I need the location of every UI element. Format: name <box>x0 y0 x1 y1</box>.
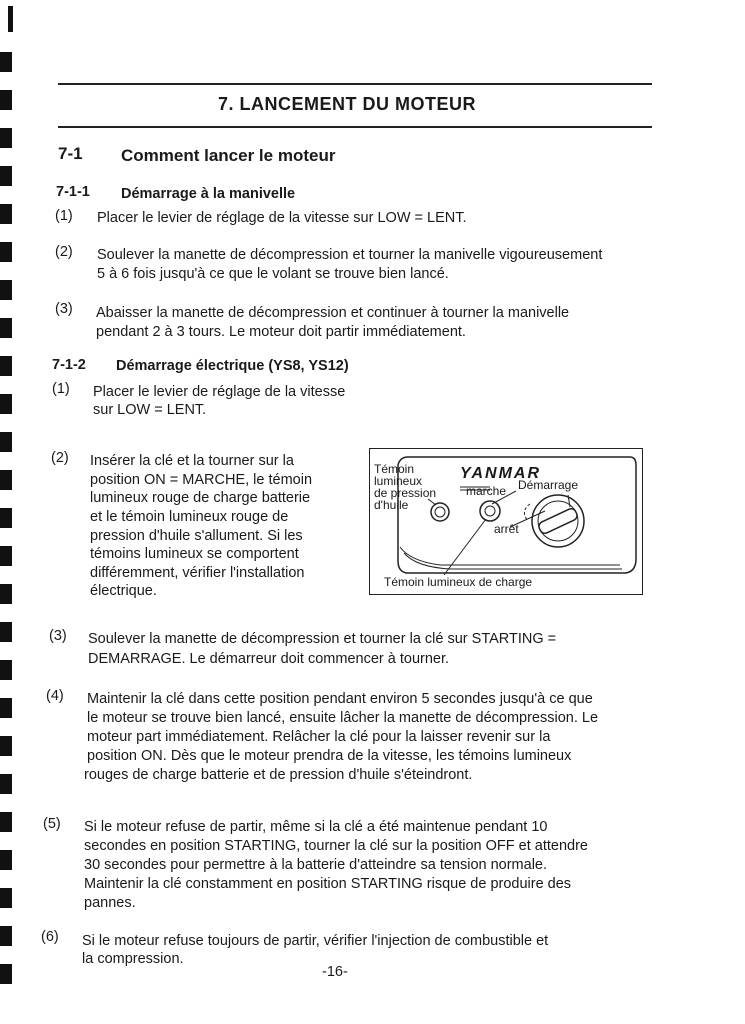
manual-start-title: Démarrage à la manivelle <box>121 186 296 202</box>
label-temoin-pression-line: Témoin <box>374 462 415 476</box>
binding-hole <box>0 52 12 72</box>
step-text-line: différemment, vérifier l'installation <box>90 565 305 581</box>
step-text-line: pannes. <box>84 895 136 911</box>
binding-hole <box>0 90 12 110</box>
binding-hole <box>0 888 12 908</box>
step-text-line: Placer le levier de réglage de la vitesse <box>93 384 346 400</box>
step-text-line: la compression. <box>82 951 184 967</box>
step-text-line: Maintenir la clé dans cette position pendant environ 5 secondes jusqu'à ce que <box>87 691 593 707</box>
binding-hole <box>0 242 12 262</box>
step-text-line: Maintenir la clé constamment en position STARTING risque de produire des <box>84 876 572 892</box>
binding-hole <box>0 964 12 984</box>
binding-hole <box>0 470 12 490</box>
step-number: (1) <box>52 381 70 397</box>
binding-holes <box>0 0 14 1024</box>
step-text-line: lumineux rouge de charge batterie <box>90 490 311 506</box>
binding-hole <box>0 622 12 642</box>
step-text-line: Abaisser la manette de décompression et continuer à tourner la manivelle <box>96 305 570 321</box>
step-text-line: pression d'huile s'allument. Si les <box>90 528 303 544</box>
label-demarrage: Démarrage <box>518 478 579 492</box>
header-rule-top <box>58 83 652 85</box>
binding-hole <box>0 318 12 338</box>
binding-hole <box>0 128 12 148</box>
binding-hole <box>0 926 12 946</box>
step-number: (3) <box>49 628 67 644</box>
control-panel-diagram <box>369 448 643 595</box>
section-title: 7. LANCEMENT DU MOTEUR <box>218 94 476 114</box>
step-text-line: moteur part immédiatement. Relâcher la clé pour la laisser revenir sur la <box>87 729 551 745</box>
step-text-line: et le témoin lumineux rouge de <box>90 509 289 525</box>
label-temoin-charge: Témoin lumineux de charge <box>384 575 533 589</box>
step-text-line: position ON = MARCHE, le témoin <box>90 472 313 488</box>
binding-hole <box>0 660 12 680</box>
binding-hole <box>0 508 12 528</box>
binding-hole <box>0 280 12 300</box>
binding-hole <box>0 736 12 756</box>
step-number: (2) <box>55 244 73 260</box>
brand-logo: YANMAR <box>460 465 542 482</box>
step-text-line: témoins lumineux se comportent <box>90 546 299 562</box>
step-number: (5) <box>43 816 61 832</box>
label-marche: marche <box>466 484 507 498</box>
step-text-line: Placer le levier de réglage de la vitesse sur LOW = LENT. <box>97 210 467 226</box>
step-text-line: Si le moteur refuse de partir, même si la clé a été maintenue pendant 10 <box>84 819 548 835</box>
binding-hole <box>0 356 12 376</box>
step-text-line: le moteur se trouve bien lancé, ensuite lâcher la manette de décompression. Le <box>87 710 599 726</box>
step-text-line: Soulever la manette de décompression et tourner la clé sur STARTING = <box>88 631 557 647</box>
step-number: (1) <box>55 208 73 224</box>
binding-hole <box>0 394 12 414</box>
label-arret: arrêt <box>494 522 519 536</box>
step-text-line: Si le moteur refuse toujours de partir, vérifier l'injection de combustible et <box>82 933 549 949</box>
binding-hole <box>0 166 12 186</box>
step-text-line: position ON. Dès que le moteur prendra de la vitesse, les témoins lumineux <box>87 748 572 764</box>
step-number: (2) <box>51 450 69 466</box>
step-text-line: sur LOW = LENT. <box>93 402 207 418</box>
step-text-line: secondes en position STARTING, tourner la clé sur la position OFF et attendre <box>84 838 588 854</box>
step-text-line: Insérer la clé et la tourner sur la <box>90 453 294 469</box>
subsection-number: 7-1 <box>58 144 83 163</box>
step-number: (6) <box>41 929 59 945</box>
binding-hole <box>0 698 12 718</box>
label-temoin-pression-line: lumineux <box>374 474 423 488</box>
step-text-line: rouges de charge batterie et de pression d'huile s'éteindront. <box>84 767 473 783</box>
step-text-line: DEMARRAGE. Le démarreur doit commencer à tourner. <box>88 651 450 667</box>
binding-hole <box>0 204 12 224</box>
step-text-line: 30 secondes pour permettre à la batterie d'atteindre sa tension normale. <box>84 857 548 873</box>
electric-start-title: Démarrage électrique (YS8, YS12) <box>116 358 349 374</box>
header-rule-bottom <box>58 126 652 128</box>
binding-hole <box>0 850 12 870</box>
label-temoin-pression-line: d'huile <box>374 498 409 512</box>
binding-hole <box>8 6 13 32</box>
step-number: (3) <box>55 301 73 317</box>
binding-hole <box>0 774 12 794</box>
step-text-line: Soulever la manette de décompression et tourner la manivelle vigoureusement <box>97 247 603 263</box>
subsection-title: Comment lancer le moteur <box>121 146 336 165</box>
step-text-line: 5 à 6 fois jusqu'à ce que le volant se trouve bien lancé. <box>97 266 449 282</box>
label-temoin-pression-line: de pression <box>374 486 437 500</box>
step-number: (4) <box>46 688 64 704</box>
binding-hole <box>0 812 12 832</box>
page-number: -16- <box>322 964 348 980</box>
electric-start-number: 7-1-2 <box>52 357 86 373</box>
manual-start-number: 7-1-1 <box>56 184 90 200</box>
step-text-line: électrique. <box>90 583 157 599</box>
binding-hole <box>0 432 12 452</box>
binding-hole <box>0 584 12 604</box>
step-text-line: pendant 2 à 3 tours. Le moteur doit partir immédiatement. <box>96 324 466 340</box>
binding-hole <box>0 546 12 566</box>
